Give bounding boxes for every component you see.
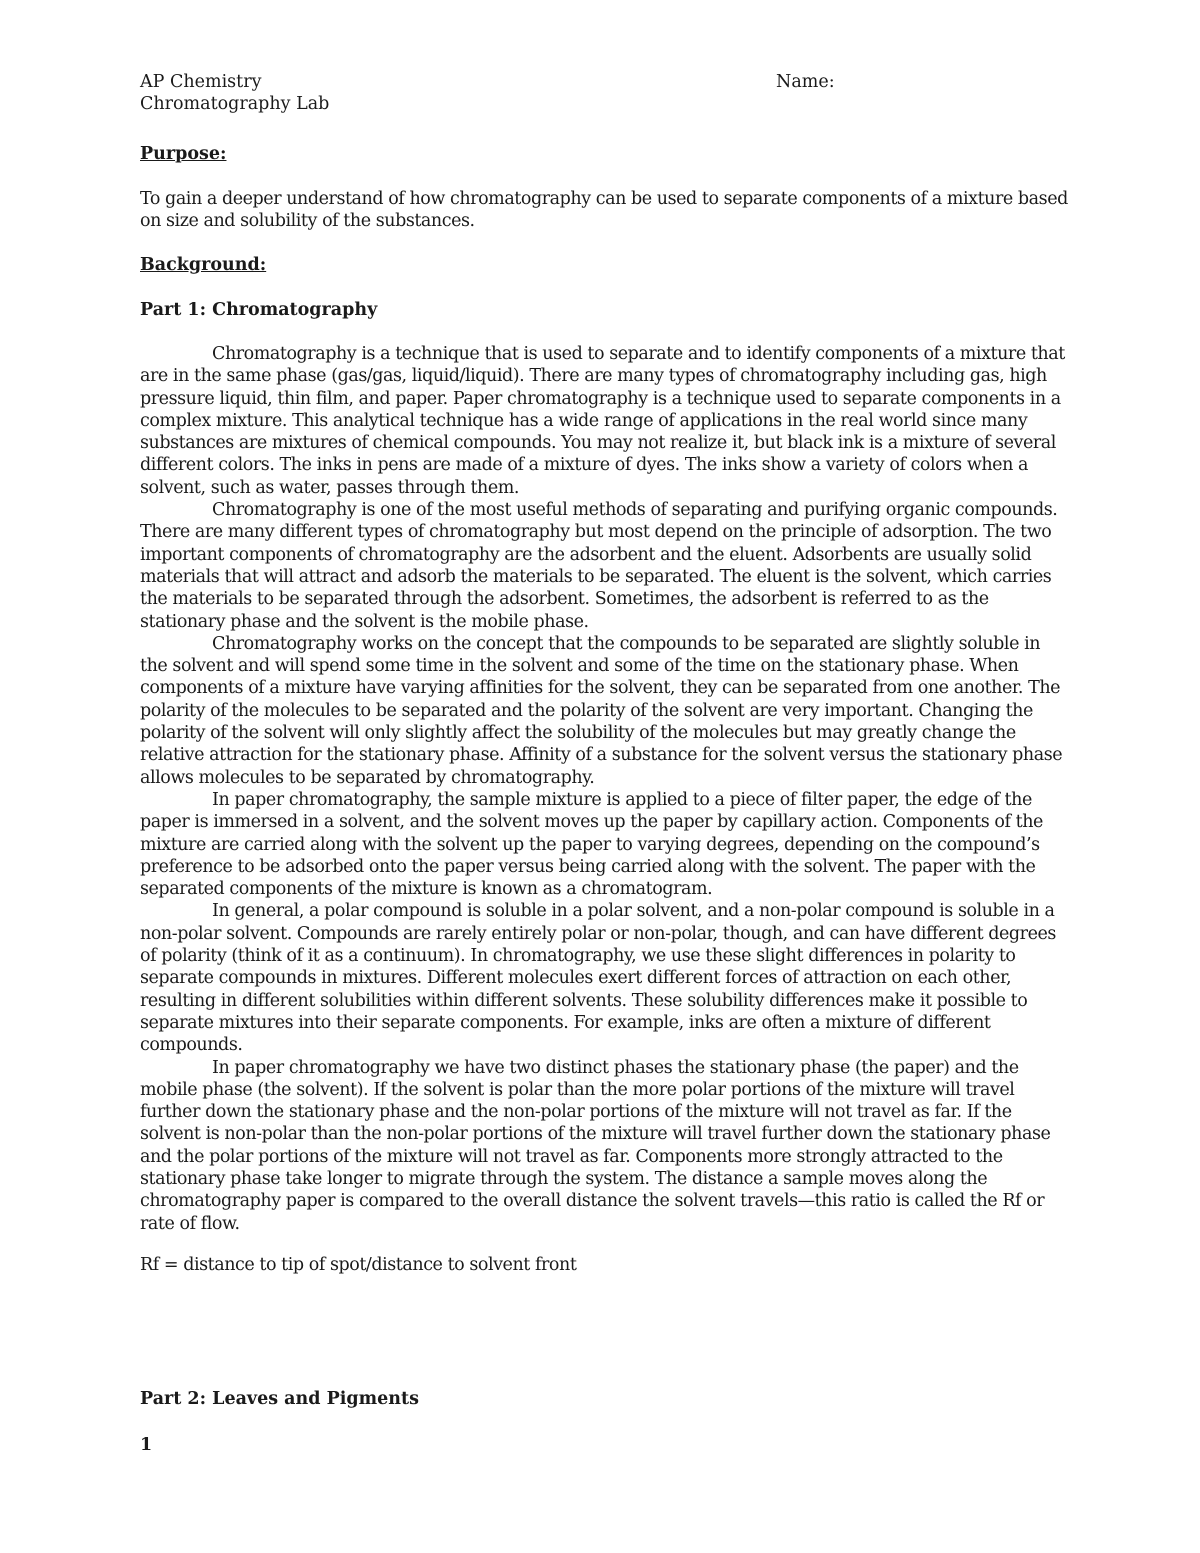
purpose-heading: Purpose: bbox=[140, 144, 227, 164]
name-label: Name: bbox=[776, 72, 835, 92]
part1-heading: Part 1: Chromatography bbox=[140, 300, 378, 320]
document-header bbox=[140, 71, 329, 115]
background-heading: Background: bbox=[140, 255, 267, 275]
part1-paragraph: In paper chromatography, the sample mixture is applied to a piece of filter paper, the edge of the paper is immersed in a solvent, and the solvent moves up the paper by capillary action. Components of the mixture are carried along with the solvent up the paper to varying degrees, depending on the compound’s preference to be adsorbed onto the paper versus being carried along with the solvent. The paper with the separated components of the mixture is known as a chromatogram. bbox=[140, 789, 1043, 900]
part1-paragraph: Chromatography works on the concept that the compounds to be separated are slightly soluble in the solvent and will spend some time in the solvent and some of the time on the stationary phase. When components of a mixture have varying affinities for the solvent, they can be separated from one another. The polarity of the molecules to be separated and the polarity of the solvent are very important. Changing the polarity of the solvent will only slightly affect the solubility of the molecules but may greatly change the relative attraction for the stationary phase. Affinity of a substance for the solvent versus the stationary phase allows molecules to be separated by chromatography. bbox=[140, 633, 1063, 788]
course-name: AP Chemistry bbox=[140, 72, 262, 92]
purpose-text: To gain a deeper understand of how chromatography can be used to separate components of a mixture based on size and solubility of the substances. bbox=[140, 189, 1068, 232]
part1-body bbox=[140, 343, 1070, 1235]
rf-formula: Rf = distance to tip of spot/distance to solvent front bbox=[140, 1255, 577, 1275]
lab-title: Chromatography Lab bbox=[140, 94, 330, 114]
part1-paragraph: Chromatography is one of the most useful methods of separating and purifying organic compounds. There are many different types of chromatography but most depend on the principle of adsorption. The two important components of chromatography are the adsorbent and the eluent. Adsorbents are usually solid materials that will attract and adsorb the materials to be separated. The eluent is the solvent, which carries the materials to be separated through the adsorbent. Sometimes, the adsorbent is referred to as the stationary phase and the solvent is the mobile phase. bbox=[140, 500, 1058, 632]
part1-paragraph: In paper chromatography we have two distinct phases the stationary phase (the paper) and the mobile phase (the solvent). If the solvent is polar than the more polar portions of the mixture will travel further down the stationary phase and the non-polar portions of the mixture will not travel as far. If the solvent is non-polar than the non-polar portions of the mixture will travel further down the stationary phase and the polar portions of the mixture will not travel as far. Components more strongly attracted to the stationary phase take longer to migrate through the system. The distance a sample moves along the chromatography paper is compared to the overall distance the solvent travels—this ratio is called the Rf or rate of flow. bbox=[140, 1057, 1051, 1234]
page-number: 1 bbox=[140, 1435, 153, 1455]
part2-heading: Part 2: Leaves and Pigments bbox=[140, 1389, 419, 1409]
part1-paragraph: In general, a polar compound is soluble in a polar solvent, and a non-polar compound is soluble in a non-polar solvent. Compounds are rarely entirely polar or non-polar, though, and can have different degrees of polarity (think of it as a continuum). In chromatography, we use these slight differences in polarity to separate compounds in mixtures. Different molecules exert different forces of attraction on each other, resulting in different solubilities within different solvents. These solubility differences make it possible to separate mixtures into their separate components. For example, inks are often a mixture of different compounds. bbox=[140, 901, 1056, 1056]
part1-paragraph: Chromatography is a technique that is used to separate and to identify components of a mixture that are in the same phase (gas/gas, liquid/liquid). There are many types of chromatography including gas, high pressure liquid, thin film, and paper. Paper chromatography is a technique used to separate components in a complex mixture. This analytical technique has a wide range of applications in the real world since many substances are mixtures of chemical compounds. You may not realize it, but black ink is a mixture of several different colors. The inks in pens are made of a mixture of dyes. The inks show a variety of colors when a solvent, such as water, passes through them. bbox=[140, 344, 1065, 498]
